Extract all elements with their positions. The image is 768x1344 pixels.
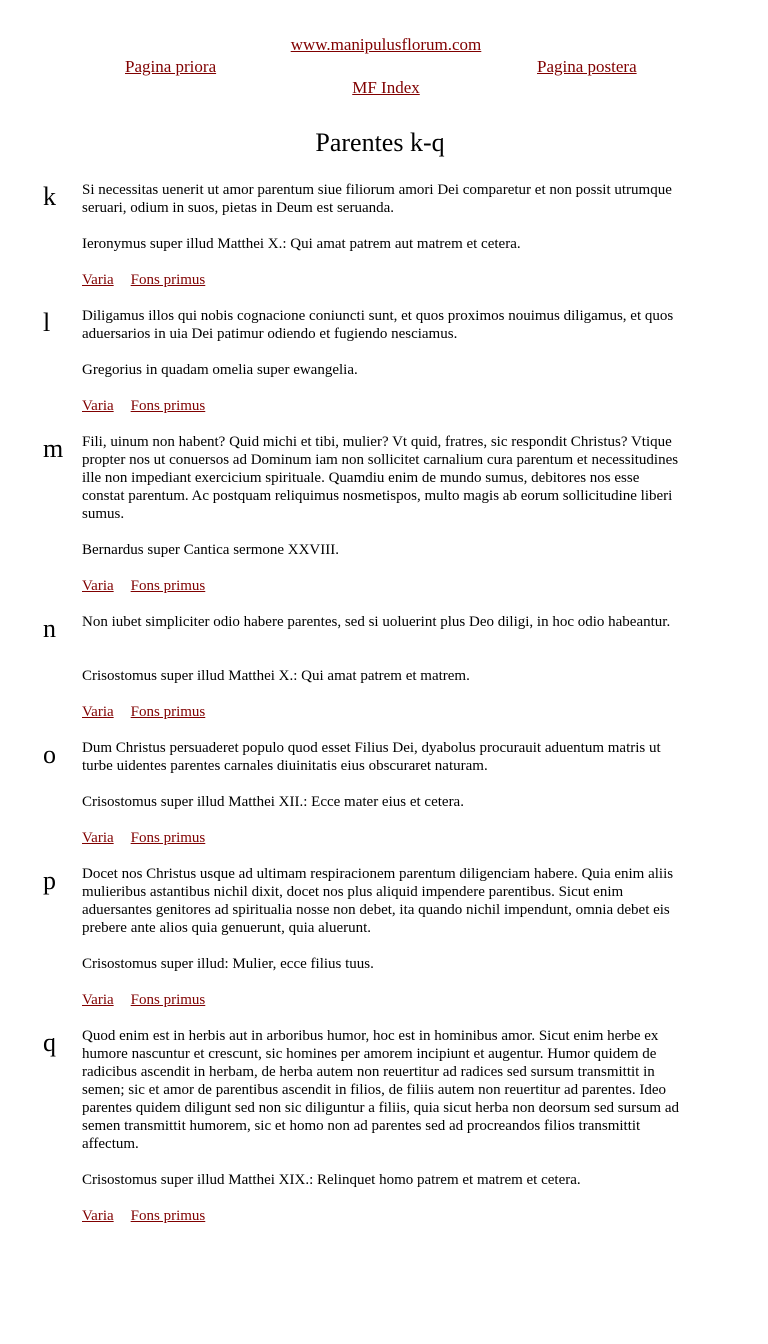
varia-link[interactable]: Varia — [82, 398, 114, 414]
prev-page-link[interactable]: Pagina priora — [125, 57, 217, 76]
index-link[interactable]: MF Index — [352, 78, 420, 97]
fons-primus-link[interactable]: Fons primus — [130, 272, 206, 288]
entry-links — [82, 991, 222, 1009]
fons-primus-link[interactable]: Fons primus — [130, 398, 206, 414]
entry-links — [82, 1207, 222, 1225]
fons-primus-link[interactable]: Fons primus — [130, 578, 206, 594]
entry-links — [82, 577, 222, 595]
fons-primus-link[interactable]: Fons primus — [130, 992, 206, 1008]
entry-quote: Si necessitas uenerit ut amor parentum siue filiorum amori Dei comparetur et non possit utrumque seruari, odium in suos, pietas in Deum est seruanda. — [82, 182, 672, 216]
site-link[interactable]: www.manipulusflorum.com — [290, 35, 482, 54]
entry-source: Bernardus super Cantica sermone XXVIII. — [82, 542, 339, 558]
fons-primus-link[interactable]: Fons primus — [130, 830, 206, 846]
entry-letter: l — [43, 308, 51, 337]
entry-links — [82, 271, 222, 289]
varia-link[interactable]: Varia — [82, 1208, 114, 1224]
entry-letter: o — [43, 740, 56, 769]
entry-source: Crisostomus super illud Matthei XIX.: Relinquet homo patrem et matrem et cetera. — [82, 1172, 581, 1188]
entry-source: Ieronymus super illud Matthei X.: Qui amat patrem aut matrem et cetera. — [82, 236, 521, 252]
entry-letter: n — [43, 614, 56, 643]
entry-quote: Fili, uinum non habent? Quid michi et tibi, mulier? Vt quid, fratres, sic respondit Christus? Vtique propter nos ut conuersos ad Dominum iam non sollicitet carnalium cura parentum et necessitudines ille non impediant exercicium spirituale. Quamdiu enim de mundo sumus, debitores nos esse constat parentum. Ac postquam reliquimus nosmetispos, multo magis ab eorum sollicitudine liberi sumus. — [82, 434, 679, 522]
entry-quote: Non iubet simpliciter odio habere parentes, sed si uoluerint plus Deo diligi, in hoc odio habeantur. — [82, 614, 671, 630]
entry-letter: q — [43, 1028, 56, 1057]
entry-source: Crisostomus super illud Matthei X.: Qui amat patrem et matrem. — [82, 668, 470, 684]
next-page-link[interactable]: Pagina postera — [537, 57, 637, 76]
entry-source: Crisostomus super illud: Mulier, ecce filius tuus. — [82, 956, 374, 972]
entry-quote: Docet nos Christus usque ad ultimam respiracionem parentum diligenciam habere. Quia enim aliis mulieribus astantibus nichil dixit, docet nos plus aliquid impendere parentibus. Sicut enim aduersantes genitores ad spiritualia nosse non debet, ita quando nichil impendunt, omnia debet eis prebere ante alios quia genuerunt, quia aluerunt. — [82, 866, 674, 936]
varia-link[interactable]: Varia — [82, 272, 114, 288]
entry-source: Crisostomus super illud Matthei XII.: Ecce mater eius et cetera. — [82, 794, 464, 810]
varia-link[interactable]: Varia — [82, 992, 114, 1008]
varia-link[interactable]: Varia — [82, 578, 114, 594]
fons-primus-link[interactable]: Fons primus — [130, 1208, 206, 1224]
fons-primus-link[interactable]: Fons primus — [130, 704, 206, 720]
entry-links — [82, 397, 222, 415]
entry-source: Gregorius in quadam omelia super ewangelia. — [82, 362, 358, 378]
entry-letter: k — [43, 182, 56, 211]
entry-letter: m — [43, 434, 64, 463]
page-title: Parentes k-q — [315, 128, 445, 157]
entry-quote: Diligamus illos qui nobis cognacione coniuncti sunt, et quos proximos nouimus diligamus, et quos aduersarios in uia Dei patimur odiendo et fugiendo nesciamus. — [82, 308, 674, 342]
entry-links — [82, 829, 222, 847]
entry-quote: Quod enim est in herbis aut in arboribus humor, hoc est in hominibus amor. Sicut enim herbe ex humore nascuntur et crescunt, sic homines per amorem incipiunt et augentur. Humor quidem de radicibus ascendit in herbam, de herba autem non reuertitur ad radices sed sursum transmittit in semen; sic et amor de parentibus ascendit in filios, de filiis autem non reuertitur ad parentes. Ideo parentes quidem diligunt sed non sic diliguntur a filiis, quia sicut herba non deorsum sed sursum ad semen transmittit humorem, sic et homo non ad parentes sed ad procreandos filios transmittit affectum. — [82, 1028, 679, 1152]
varia-link[interactable]: Varia — [82, 704, 114, 720]
varia-link[interactable]: Varia — [82, 830, 114, 846]
entry-quote: Dum Christus persuaderet populo quod esset Filius Dei, dyabolus procurauit aduentum matris ut turbe uidentes parentes carnales diuinitatis eius obscuraret naturam. — [82, 740, 661, 774]
entry-letter: p — [43, 866, 56, 895]
entry-links — [82, 703, 222, 721]
